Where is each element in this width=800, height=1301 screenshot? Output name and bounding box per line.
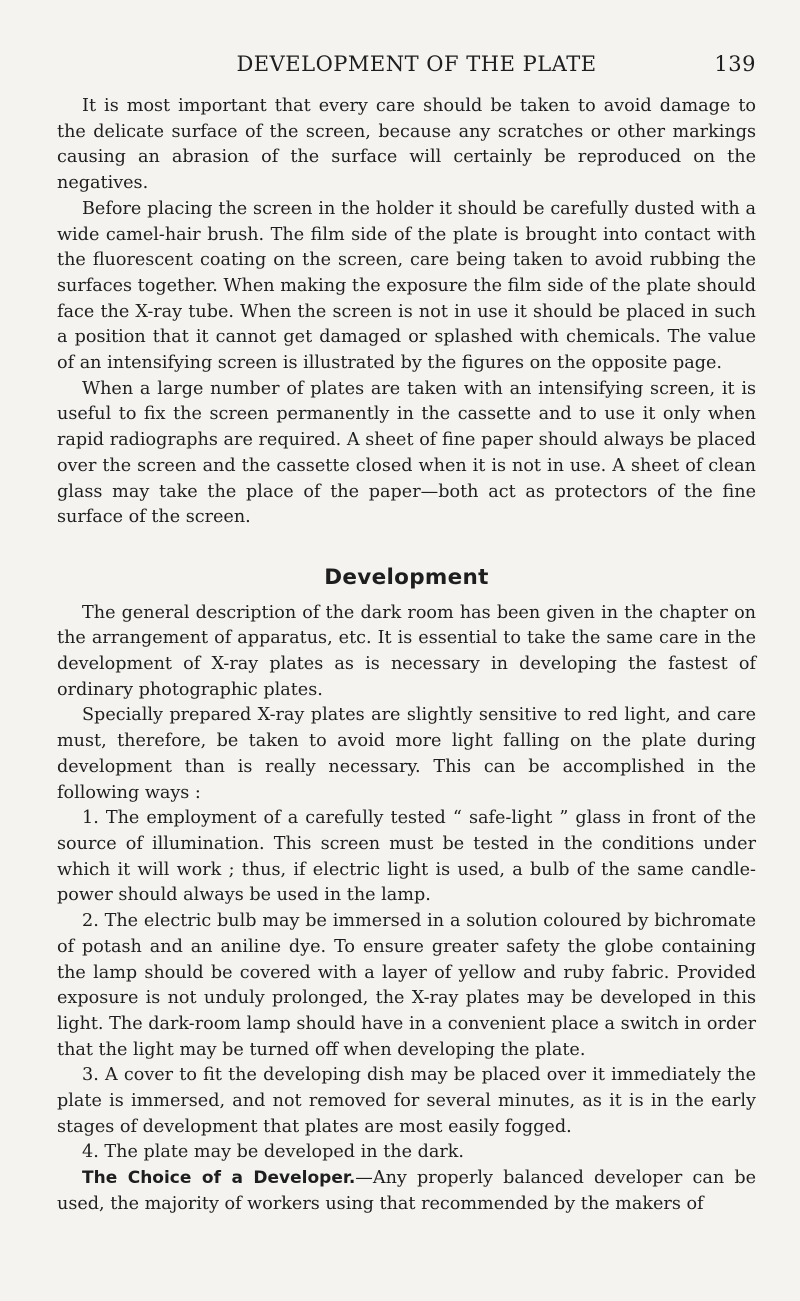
paragraph: When a large number of plates are taken with an intensifying screen, it is useful to fix the screen permanently in the cassette and to use it only when rapid radiographs are required. A sheet of fine paper should always be placed over the screen and the cassette closed when it is not in use. A sheet of clean glass may take the place of the paper—both act as protectors of the fine surface of the screen.	[57, 378, 756, 528]
paragraph: It is most important that every care should be taken to avoid damage to the delicate surface of the screen, because any scratches or other markings causing an abrasion of the surface will certainly be reproduced on the negatives.	[57, 96, 756, 194]
list-item: 3. A cover to fit the developing dish may be placed over it immediately the plate is immersed, and not removed for several minutes, as it is in the early stages of development that plates are most easily fogged.	[57, 1065, 756, 1137]
paragraph: The general description of the dark room has been given in the chapter on the arrangement of apparatus, etc. It is essential to take the same care in the development of X-ray plates as is necessary in developing the fastest of ordinary photographic plates.	[57, 602, 756, 700]
running-head	[57, 52, 756, 86]
run-in-heading: The Choice of a Developer.	[82, 1168, 356, 1189]
final-paragraph-text: —Any properly balanced developer can be used, the majority of workers using that recommended by the makers of	[57, 1168, 756, 1214]
body-text	[57, 94, 756, 1218]
paragraph: Specially prepared X-ray plates are slightly sensitive to red light, and care must, therefore, be taken to avoid more light falling on the plate during development than is really necessary. This can be accomplished in the following ways :	[57, 705, 756, 803]
paragraph: Before placing the screen in the holder it should be carefully dusted with a wide camel-hair brush. The film side of the plate is brought into contact with the fluorescent coating on the screen, care being taken to avoid rubbing the surfaces together. When making the exposure the film side of the plate should face the X-ray tube. When the screen is not in use it should be placed in such a position that it cannot get damaged or splashed with chemicals. The value of an intensifying screen is illustrated by the figures on the opposite page.	[57, 198, 756, 374]
list-item: 4. The plate may be developed in the dark.	[82, 1142, 465, 1163]
list-item: 1. The employment of a carefully tested “ safe-light ” glass in front of the source of illumination. This screen must be tested in the conditions under which it will work ; thus, if electric light is used, a bulb of the same candle-power should always be used in the lamp.	[57, 808, 756, 906]
final-paragraph	[57, 1166, 756, 1217]
list-item: 2. The electric bulb may be immersed in a solution coloured by bichromate of potash and an aniline dye. To ensure greater safety the globe containing the lamp should be covered with a layer of yellow and ruby fabric. Provided exposure is not unduly prolonged, the X-ray plates may be developed in this light. The dark-room lamp should have in a convenient place a switch in order that the light may be turned off when developing the plate.	[57, 911, 756, 1060]
running-title: DEVELOPMENT OF THE PLATE	[236, 52, 597, 76]
page-number: 139	[714, 52, 756, 76]
section-heading: Development	[324, 564, 489, 590]
